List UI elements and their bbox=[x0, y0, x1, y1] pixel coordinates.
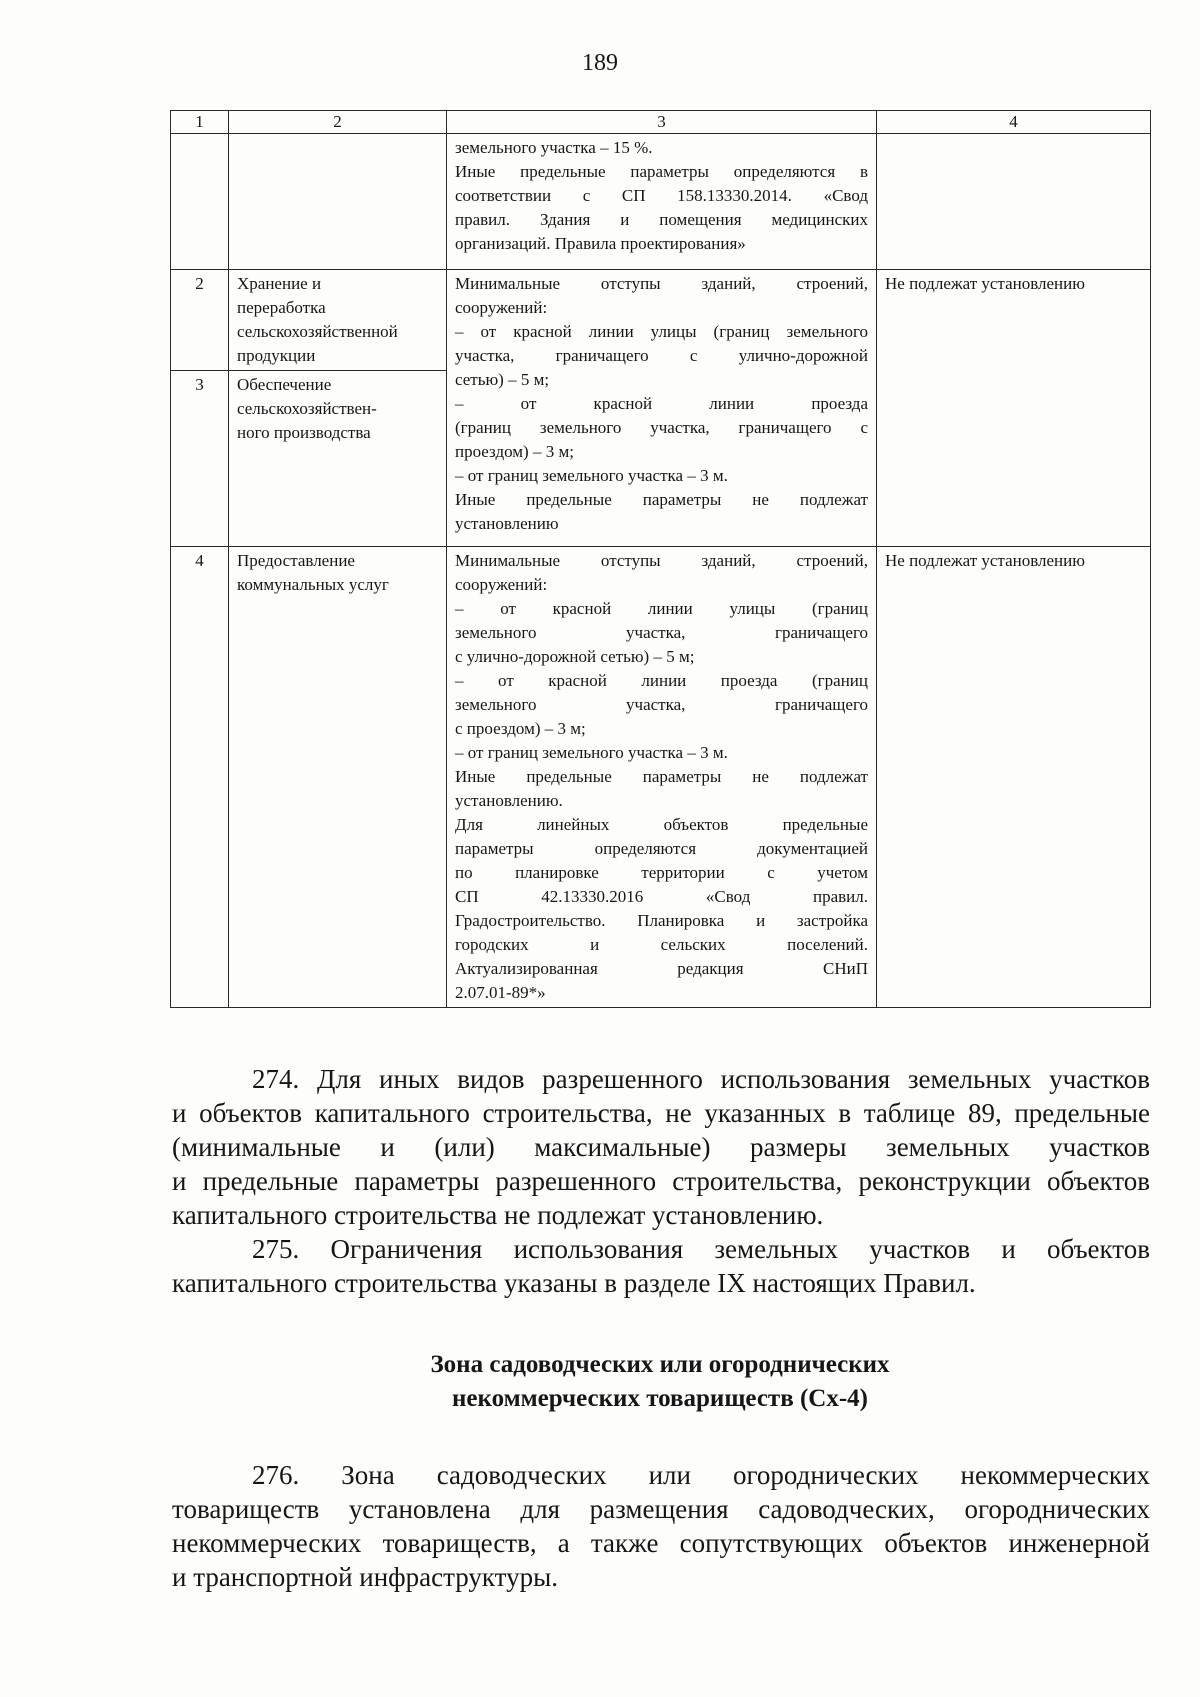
paragraph-274 bbox=[172, 1062, 1150, 1232]
cell-line: коммунальных услуг bbox=[237, 575, 389, 594]
heading-line: некоммерческих товариществ (Сх-4) bbox=[452, 1385, 868, 1412]
page-number: 189 bbox=[582, 50, 618, 76]
cell-line: ного производства bbox=[237, 423, 371, 442]
cell-line: по планировке территории с учетом bbox=[455, 863, 868, 882]
limits-cell bbox=[877, 134, 1151, 270]
cell-line: (границ земельного участка, граничащего с bbox=[455, 418, 868, 437]
cell-line: – от красной линии улицы (границ bbox=[455, 599, 868, 618]
cell-line: СП 42.13330.2016 «Свод правил. bbox=[455, 887, 868, 906]
header-col-2: 2 bbox=[229, 111, 447, 134]
cell-line: Иные предельные параметры определяются в bbox=[455, 162, 868, 181]
cell-line: сельскохозяйственной bbox=[237, 322, 398, 341]
paragraph-line: (минимальные и (или) максимальные) размеры земельных участков bbox=[172, 1132, 1150, 1162]
cell-line: земельного участка, граничащего bbox=[455, 695, 868, 714]
cell-line: Для линейных объектов предельные bbox=[455, 815, 868, 834]
cell-line: сельскохозяйствен- bbox=[237, 399, 377, 418]
table-row bbox=[171, 134, 1151, 270]
limits-cell: Не подлежат установлению bbox=[877, 547, 1151, 1008]
paragraph-line: и объектов капитального строительства, не указанных в таблице 89, предельные bbox=[172, 1098, 1150, 1128]
use-name-cell bbox=[229, 270, 447, 371]
cell-line: – от красной линии улицы (границ земельного bbox=[455, 322, 868, 341]
cell-line: Предоставление bbox=[237, 551, 355, 570]
cell-line: установлению bbox=[455, 514, 559, 533]
table-header-row bbox=[171, 111, 1151, 134]
paragraph-line: и предельные параметры разрешенного строительства, реконструкции объектов bbox=[172, 1166, 1150, 1196]
paragraph-line: 275. Ограничения использования земельных участков и объектов bbox=[252, 1234, 1150, 1264]
paragraph-275 bbox=[172, 1232, 1150, 1300]
cell-line: Обеспечение bbox=[237, 375, 332, 394]
cell-line: Иные предельные параметры не подлежат bbox=[455, 767, 868, 786]
cell-line: городских и сельских поселений. bbox=[455, 935, 868, 954]
paragraph-line: 276. Зона садоводческих или огороднических некоммерческих bbox=[252, 1460, 1150, 1490]
cell-line: земельного участка, граничащего bbox=[455, 623, 868, 642]
row-num-cell: 3 bbox=[171, 371, 229, 547]
heading-line: Зона садоводческих или огороднических bbox=[430, 1351, 890, 1378]
paragraph-276 bbox=[172, 1458, 1150, 1594]
cell-line: продукции bbox=[237, 346, 316, 365]
header-col-1: 1 bbox=[171, 111, 229, 134]
paragraph-line: 274. Для иных видов разрешенного использования земельных участков bbox=[252, 1064, 1150, 1094]
cell-line: сетью) – 5 м; bbox=[455, 370, 550, 389]
paragraph-line: некоммерческих товариществ, а также сопутствующих объектов инженерной bbox=[172, 1528, 1150, 1558]
parameters-cell bbox=[447, 134, 877, 270]
paragraph-line: капитального строительства указаны в разделе IX настоящих Правил. bbox=[172, 1268, 976, 1298]
header-col-4: 4 bbox=[877, 111, 1151, 134]
cell-line: земельного участка – 15 %. bbox=[455, 138, 653, 157]
cell-line: проездом) – 3 м; bbox=[455, 442, 574, 461]
cell-line: переработка bbox=[237, 298, 326, 317]
row-num-cell bbox=[171, 134, 229, 270]
cell-line: Минимальные отступы зданий, строений, bbox=[455, 551, 868, 570]
limits-cell: Не подлежат установлению bbox=[877, 270, 1151, 547]
cell-line: сооружений: bbox=[455, 575, 548, 594]
cell-line: – от границ земельного участка – 3 м. bbox=[455, 466, 728, 485]
cell-line: – от границ земельного участка – 3 м. bbox=[455, 743, 728, 762]
table-row bbox=[171, 547, 1151, 1008]
cell-line: правил. Здания и помещения медицинских bbox=[455, 210, 868, 229]
cell-line: Градостроительство. Планировка и застройка bbox=[455, 911, 868, 930]
cell-line: с проездом) – 3 м; bbox=[455, 719, 586, 738]
parameters-cell bbox=[447, 270, 877, 547]
paragraph-line: товариществ установлена для размещения садоводческих, огороднических bbox=[172, 1494, 1150, 1524]
use-name-cell bbox=[229, 371, 447, 547]
paragraph-line: капитального строительства не подлежат установлению. bbox=[172, 1200, 824, 1230]
row-num-cell: 4 bbox=[171, 547, 229, 1008]
cell-line: с улично-дорожной сетью) – 5 м; bbox=[455, 647, 695, 666]
cell-line: – от красной линии проезда bbox=[455, 394, 868, 413]
use-name-cell bbox=[229, 134, 447, 270]
cell-line: сооружений: bbox=[455, 298, 548, 317]
cell-line: – от красной линии проезда (границ bbox=[455, 671, 868, 690]
cell-line: Хранение и bbox=[237, 274, 322, 293]
cell-line: установлению. bbox=[455, 791, 563, 810]
cell-line: соответствии с СП 158.13330.2014. «Свод bbox=[455, 186, 868, 205]
regulations-table bbox=[170, 110, 1151, 1008]
use-name-cell bbox=[229, 547, 447, 1008]
cell-line: Иные предельные параметры не подлежат bbox=[455, 490, 868, 509]
header-col-3: 3 bbox=[447, 111, 877, 134]
row-num-cell: 2 bbox=[171, 270, 229, 371]
cell-line: параметры определяются документацией bbox=[455, 839, 868, 858]
parameters-cell bbox=[447, 547, 877, 1008]
section-heading bbox=[0, 1348, 1200, 1416]
cell-line: организаций. Правила проектирования» bbox=[455, 234, 746, 253]
table-row bbox=[171, 270, 1151, 371]
cell-line: участка, граничащего с улично-дорожной bbox=[455, 346, 868, 365]
paragraph-line: и транспортной инфраструктуры. bbox=[172, 1562, 559, 1592]
cell-line: 2.07.01-89*» bbox=[455, 983, 546, 1002]
cell-line: Актуализированная редакция СНиП bbox=[455, 959, 868, 978]
cell-line: Минимальные отступы зданий, строений, bbox=[455, 274, 868, 293]
